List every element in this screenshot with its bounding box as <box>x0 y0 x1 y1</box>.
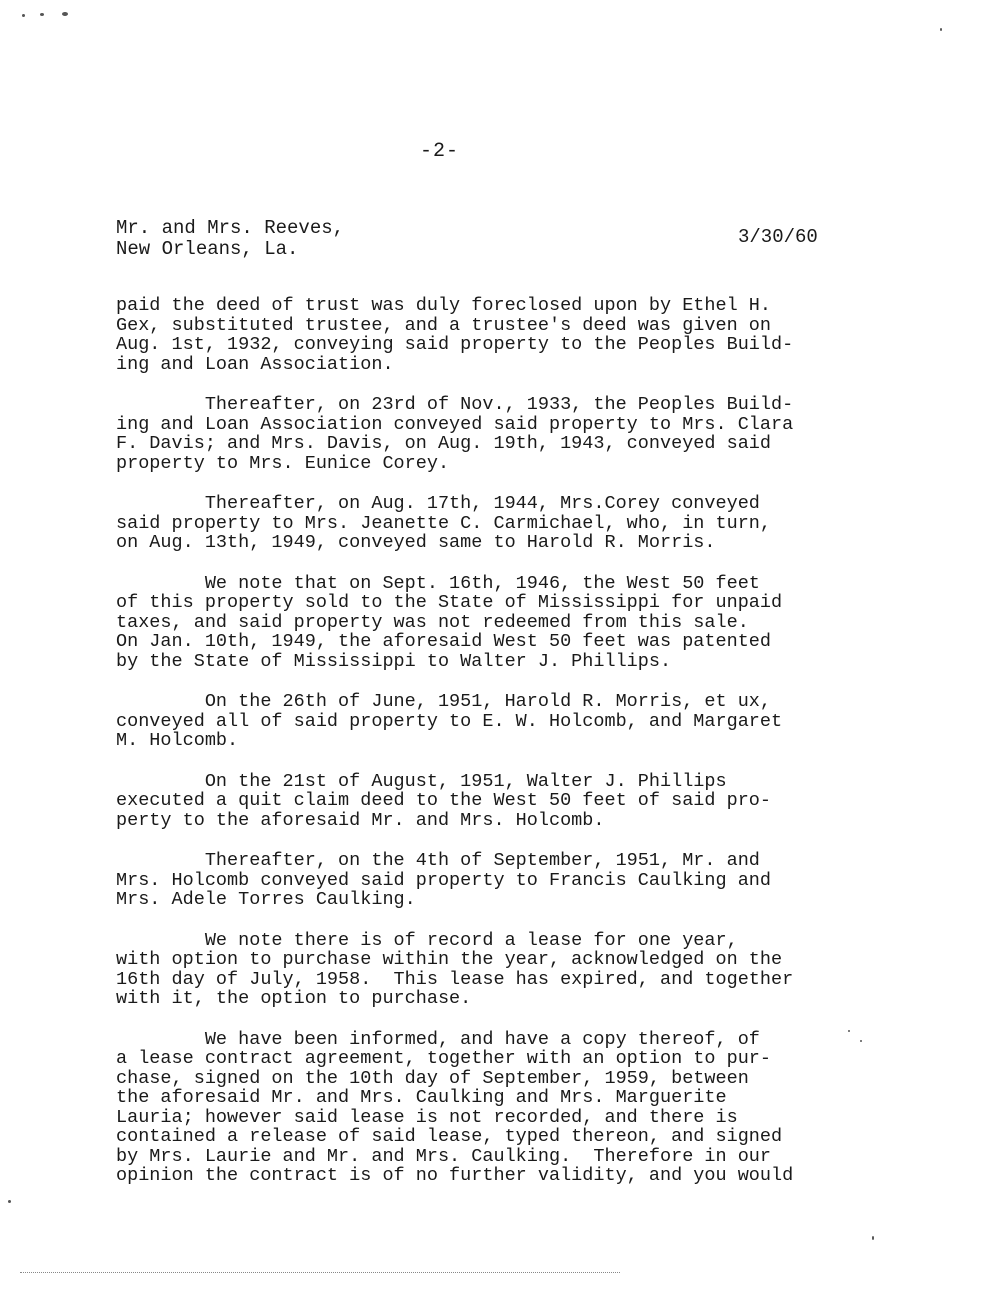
scan-speck <box>940 28 942 31</box>
scan-speck <box>872 1236 874 1240</box>
paragraph: Thereafter, on 23rd of Nov., 1933, the Peoples Build- ing and Loan Association conveyed said property to Mrs. Clara F. Davis; and Mrs. Davis, on Aug. 19th, 1943, conveyed said property to Mrs. Eunice Corey. <box>116 394 794 474</box>
paragraph: We have been informed, and have a copy thereof, of a lease contract agreement, together with an option to pur- chase, signed on the 10th day of September, 1959, between the aforesaid Mr. and Mrs. Caulking and Mrs. Marguerite Lauria; however said lease is not recorded, and there is contained a release of said lease, typed thereon, and signed by Mrs. Laurie and Mr. and Mrs. Caulking. Therefore in our opinion the contract is of no further validity, and you would <box>116 1028 794 1186</box>
letter-date: 3/30/60 <box>738 226 818 248</box>
letter-body <box>116 296 866 1207</box>
scan-speck <box>62 12 68 16</box>
recipient-city: New Orleans, La. <box>116 238 299 260</box>
paragraph: Thereafter, on Aug. 17th, 1944, Mrs.Corey conveyed said property to Mrs. Jeanette C. Carmichael, who, in turn, on Aug. 13th, 1949, conveyed same to Harold R. Morris. <box>116 493 772 553</box>
paragraph: We note there is of record a lease for one year, with option to purchase within the year, acknowledged on the 16th day of July, 1958. This lease has expired, and together with it, the option to purchase. <box>116 929 794 1009</box>
paragraph: We note that on Sept. 16th, 1946, the West 50 feet of this property sold to the State of Mississippi for unpaid taxes, and said property was not redeemed from this sale. On Jan. 10th, 1949, the aforesaid West 50 feet was patented by the State of Mississippi to Walter J. Phillips. <box>116 572 783 672</box>
recipient-name: Mr. and Mrs. Reeves, <box>116 217 345 239</box>
paragraph: On the 21st of August, 1951, Walter J. Phillips executed a quit claim deed to the West 50 feet of said pro- perty to the aforesaid Mr. and Mrs. Holcomb. <box>116 770 772 831</box>
scan-edge-line <box>20 1272 620 1274</box>
scan-speck <box>8 1200 11 1203</box>
page-number: -2- <box>420 140 460 163</box>
paragraph: On the 26th of June, 1951, Harold R. Morris, et ux, conveyed all of said property to E. W. Holcomb, and Margaret M. Holcomb. <box>116 691 783 751</box>
paragraph: Thereafter, on the 4th of September, 1951, Mr. and Mrs. Holcomb conveyed said property to Francis Caulking and Mrs. Adele Torres Caulking. <box>116 850 772 910</box>
scan-speck <box>22 14 25 17</box>
recipient-block <box>116 218 344 260</box>
scan-speck <box>40 13 44 16</box>
paragraph: paid the deed of trust was duly foreclosed upon by Ethel H. Gex, substituted trustee, and a trustee's deed was given on Aug. 1st, 1932, conveying said property to the Peoples Build- ing and Loan Association. <box>116 295 794 375</box>
